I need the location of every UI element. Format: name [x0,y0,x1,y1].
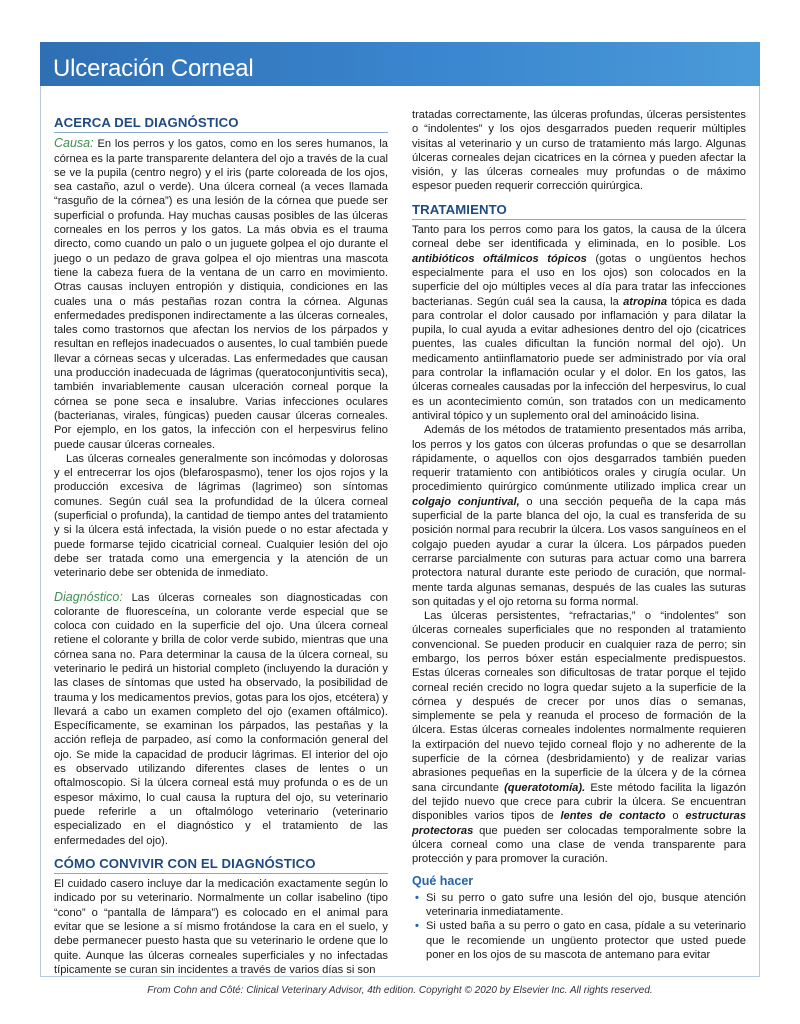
treatment-text: Las úlceras persistentes, “refractarias,” o “indolentes” son úlceras corneales superficiales que no responden al tratamiento convencional. Se pueden producir en cualquier raza de perro; sin embargo, los perros bóxer están especialmente predispuestos. Estas úlceras corneales son dificultosas de tratar porque el tejido corneal recién crecido no logra quedar sujeto a la superficie de la córnea y después de crecer por unos días o semanas, simplemente se pela y reanuda el proceso de formación de la úlcera. Estas úlceras corneales indolentes normalmente requieren la extirpación del nuevo tejido corneal flojo y no adherente de la superficie de la córnea (desbridamiento) y de realizar varias abrasiones pequeñas en la superficie de la úlcera y de la córnea sana circundante [412,610,746,794]
causa-text: En los perros y los gatos, como en los seres humanos, la córnea es la parte transparente delantera del ojo a través de la cual se ve la pupila (centro negro) y el iris (parte coloreada de los ojos, sea castaño, azul o verde). Una úlcera corneal (a veces llamada “rasguño de la córnea”) es una lesión de la córnea que puede ser superficial o profunda. Hay muchas causas posibles de las úlceras corneales en los perros y los gatos. La más obvia es el trauma directo, como cuando un palo o un juguete golpea el ojo durante el juego o un pedazo de grava golpea el ojo mientras una mascota tiene la cabeza fuera de la ventana de un carro en movimiento. Otras causas incluyen entropión y distiquia, condiciones en las cuales una o más pestañas rozan contra la córnea. Algunas enfermedades predisponen indirectamente a las úlceras corneales, tales como trastornos que afectan los nervios de los párpados y resultan en reflejos inadecuados o ausentes, lo cual también puede llevar a córneas secas y ulceradas. Las enfermedades que causan una producción inadecuada de lágrimas (queratoconjuntivitis seca), también invariablemente causan ulceración corneal porque la córnea se pone seca e insalubre. Varias infecciones oculares (bacterianas, virales, fúngicas) pueden causar úlceras corneales. Por ejemplo, en los gatos, la infección con el herpesvirus felino puede causar úlceras corneales. [54,138,388,451]
treatment-paragraph-2 [412,423,746,609]
todo-item: • Si su perro o gato sufre una lesión del ojo, busque atención veterinaria inmediatamente. [426,891,746,920]
treatment-text: que pueden ser colocadas temporalmente sobre la úlcera corneal como una clase de venda transparente para protección y para promover la curación. [412,824,746,866]
term-protective-structures: estructuras protectoras [412,810,747,837]
section-heading-about: ACERCA DEL DIAGNÓSTICO [54,116,388,133]
todo-item: • Si usted baña a su perro o gato en casa, pídale a su veterinario que le recomiende un ungüento protector que usted puede poner en los ojos de su mascota de antemano para evitar [426,919,746,962]
copyright-footer: From Cohn and Côté: Clinical Veterinary Advisor, 4th edition. Copyright © 2020 by Elsevier Inc. All rights reserved. [147,985,653,996]
treatment-paragraph-3 [412,609,746,866]
treatment-paragraph-1 [412,223,746,423]
term-antibiotics: antibióticos oftálmicos tópicos [412,252,587,265]
causa-paragraph-2: Las úlceras corneales generalmente son incómodas y dolorosas y el entrecerrar los ojos (blefarospasmo), tener los ojos rojos y la producción excesiva de lágrimas (lagrimeo) son síntomas comunes. Según cuál sea la profundidad de la úlcera corneal (superficial o profunda), la cantidad de tiempo antes del tratamiento y si la úlcera está infectada, la visión puede o no estar afectada y puede formarse tejido cicatricial corneal. Cualquier lesión del ojo debe ser tratada como una emergencia y la atención de un veterinario debe ser obtenida de inmediato. [54,452,388,580]
causa-paragraph [54,136,388,452]
right-column [412,108,746,962]
causa-label: Causa: [54,136,94,151]
section-heading-treatment: TRATAMIENTO [412,203,746,220]
treatment-text: (gotas o ungüentos hechos especialmente para el uso en los ojos) son colocados en la superficie del ojo múltiples veces al día para tratar las infecciones bacterianas. Según cuál sea la causa, la [412,252,746,308]
living-paragraph-continued: tratadas correctamente, las úlceras profundas, úlceras persistentes o “indolentes” y los ojos desgarrados pueden requerir múltiples visitas al veterinario y un curso de tratamiento más largo. Algunas úlceras corneales dejan cicatrices en la córnea y pueden afectar la visión, y las úlceras corneales muy profundas o de máximo espesor pueden requerir corrección quirúrgica. [412,109,746,193]
page-title: Ulceración Corneal [53,55,254,82]
diagnostic-text: Las úlceras corneales son diagnosticadas con colorante de fluoresceína, un colorante verde especial que se coloca con cuidado en la superficie del ojo. Una úlcera corneal retiene el colorante y brilla de color verde subido, mientras que una córnea sana no. Para determinar la causa de la úlcera corneal, su veterinario le pedirá un historial completo (incluyendo la duración y las clases de síntomas que usted ha observado, la posibilidad de trauma y los medicamentos previos, gotas para los ojos, etcétera) y llevará a cabo un examen completo del ojo (examen oftálmico). Específicamente, se examinan los párpados, las pestañas y la acción refleja de parpadeo, así como la conformación general del ojo. Se mide la capacidad de producir lágrimas. El interior del ojo es observado utilizando diferentes clases de lentes o un oftalmoscopio. Si la úlcera corneal está muy profunda o es de un espesor máximo, lo cual causa la ruptura del ojo, su veterinario puede referirle a un oftalmólogo veterinario (veterinario especializado en el diagnóstico y el tratamiento de las enfermedades del ojo). [54,591,388,847]
treatment-text: tópica es dada para controlar el dolor causado por inflamación y para dilatar la pupila, lo cual ayuda a evitar adhesiones dentro del ojo (cicatrices puentes, las cuales dificultan la función normal del ojo). Un medicamento antiinflamatorio puede ser administrado por vía oral para controlar la inflamación ocular y el dolor. En los gatos, las úlceras corneales causadas por la infección del herpesvirus, lo cual es un acontecimiento común, son tratados con un medicamento antiviral tópico y un suplemento oral del aminoácido lisina. [412,295,746,422]
treatment-text: o [665,810,686,823]
diagnostic-paragraph [54,590,388,848]
term-contact-lenses: lentes de contacto [560,810,666,823]
term-conjunctival-flap: colgajo conjuntival, [412,495,520,508]
term-keratotomy: (queratotomía). [504,781,586,794]
treatment-text: Además de los métodos de tratamiento presentados más arriba, los perros y los gatos con úlceras profundas o que se desarrollan rápidamente, o aquellos con ojos desgarrados también pueden requerir tratamiento con antibióticos orales y cirugía ocular. Un procedimiento quirúrgico comúnmente utilizado implica crear un [412,424,746,494]
term-atropine: atropina [623,295,668,308]
living-paragraph: El cuidado casero incluye dar la medicación exactamente según lo indicado por su veterinario. Normalmente un collar isabelino (tipo “cono” o “pantalla de lámpara”) es colocado en el animal para evitar que se lesione a sí mismo frotándose la cara en el suelo, y debe permanecer puesto hasta que su veterinario le ordene que lo quite. Aunque las úlceras corneales superficiales y no infectadas típicamente se curan sin incidentes a través de varios días si son [54,878,388,976]
diagnostic-label: Diagnóstico: [54,589,123,604]
treatment-text: Este método facilita la ligazón del tejido nuevo que crece para cubrir la úlcera. Se encuentran disponibles varios tipos de [412,781,747,823]
treatment-text: Tanto para los perros como para los gatos, la causa de la úlcera corneal debe ser identificada y eliminada, en lo posible. Los [412,224,746,251]
todo-list [412,891,746,962]
todo-heading: Qué hacer [412,874,474,889]
left-column [54,116,388,977]
treatment-text: o una sección pequeña de la capa más superficial de la parte blanca del ojo, la cual es transferida de su posición normal para recubrir la úlcera. Los vasos sanguíneos en el colgajo pueden ayudar a curar la úlcera. Los párpados pueden cerrarse parcialmente con suturas para actuar como una barrera protectora natural durante este periodo de curación, que normalmente tarda algunas semanas, después de las cuales las suturas son quitadas y el ojo retorna su forma normal. [412,495,746,608]
section-heading-living: CÓMO CONVIVIR CON EL DIAGNÓSTICO [54,857,388,874]
